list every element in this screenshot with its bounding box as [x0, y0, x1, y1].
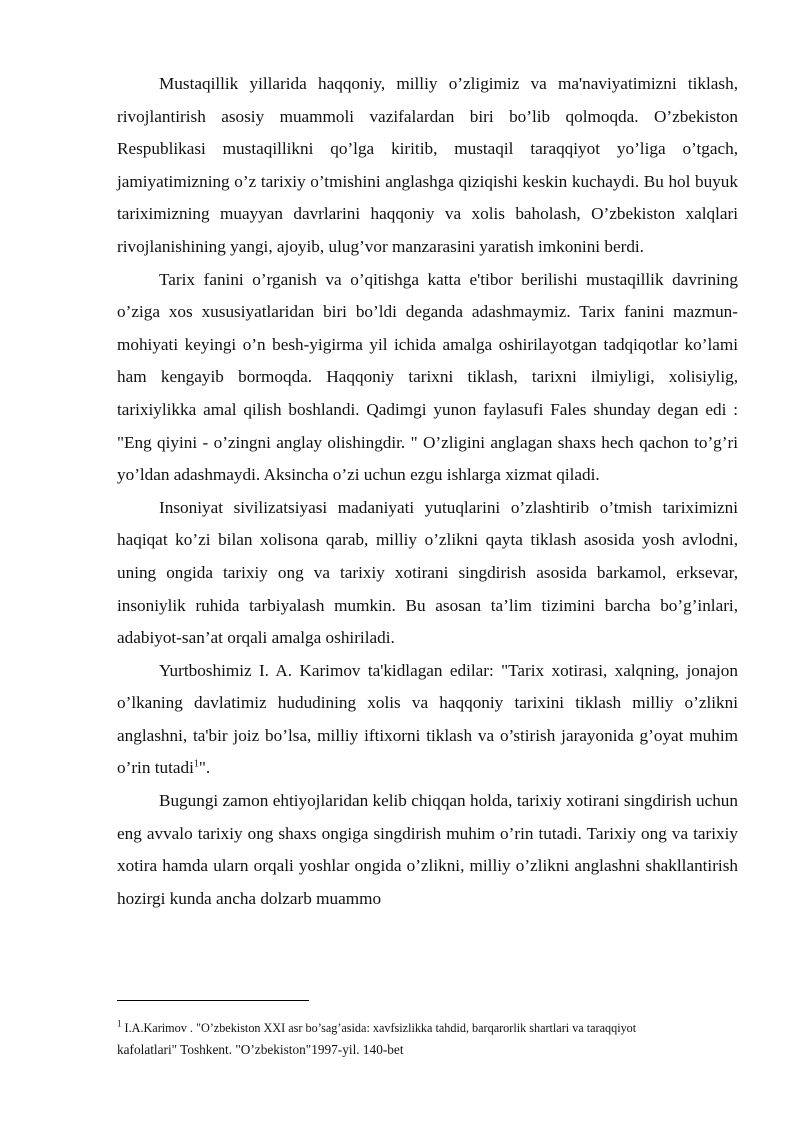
- paragraph-5: Bugungi zamon ehtiyojlaridan kelib chiqqan holda, tarixiy xotirani singdirish uchun eng avvalo tarixiy ong shaxs ongiga singdirish muhim o’rin tutadi. Tarixiy ong va tarixiy xotira hamda ularn orqali yoshlar ongida o’zlikni, milliy o’zlikni anglashni shakllantirish hozirgi kunda ancha dolzarb muammo: [117, 791, 738, 908]
- footnote-line-1: [117, 1017, 738, 1039]
- paragraph-3: Insoniyat sivilizatsiyasi madaniyati yutuqlarini o’zlashtirib o’tmish tariximizni haqiqat ko’zi bilan xolisona qarab, milliy o’zlikni qayta tiklash asosida yosh avlodni, uning ongida tarixiy ong va tarixiy xotirani singdirish asosida barkamol, erksevar, insoniylik ruhida tarbiyalash mumkin. Bu asosan ta’lim tizimini barcha bo’g’inlari, adabiyot-san’at orqali amalga oshiriladi.: [117, 497, 738, 648]
- paragraph-2: Tarix fanini o’rganish va o’qitishga katta e'tibor berilishi mustaqillik davrining o’ziga xos xususiyatlaridan biri bo’ldi deganda adashmaymiz. Tarix fanini mazmun-mohiyati keyingi o’n besh-yigirma yil ichida amalga oshirilayotgan tadqiqotlar ko’lami ham kengayib bormoqda. Haqqoniy tarixni tiklash, tarixni ilmiyligi, xolisiylig, tarixiylikka amal qilish boshlandi. Qadimgi yunon faylasufi Fales shunday degan edi : "Eng qiyini - o’zingni anglay olishingdir. " O’zligini anglagan shaxs hech qachon to’g’ri yo’ldan adashmaydi. Aksincha o’zi uchun ezgu ishlarga xizmat qiladi.: [117, 269, 738, 485]
- paragraph-4: [117, 655, 738, 785]
- footnote-number: 1: [117, 1018, 122, 1029]
- body-text: [117, 68, 738, 915]
- paragraph-1: Mustaqillik yillarida haqqoniy, milliy o’zligimiz va ma'naviyatimizni tiklash, rivojlantirish asosiy muammoli vazifalardan biri bo’lib qolmoqda. O’zbekiston Respublikasi mustaqillikni qo’lga kiritib, mustaqil taraqqiyot yo’liga o’tgach, jamiyatimizning o’z tarixiy o’tmishini anglashga qiziqishi keskin kuchaydi. Bu hol buyuk tariximizning muayyan davrlarini haqqoniy va xolis baholash, O’zbekiston xalqlari rivojlanishining yangi, ajoyib, ulug’vor manzarasini yaratish imkonini berdi.: [117, 74, 738, 256]
- footnote-reference: 1: [193, 758, 199, 770]
- quote-closing: ".: [198, 758, 211, 778]
- quote-text: Yurtboshimiz I. A. Karimov ta'kidlagan edilar: "Tarix xotirasi, xalqning, jonajon o’lkaning davlatimiz hududining xolis va haqqoniy tarixini tiklash milliy o’zlikni anglashni, ta'bir joiz bo’lsa, milliy iftixorni tiklash va o’stirish jarayonida g’oyat muhim o’rin tutadi: [117, 660, 738, 778]
- footnote-separator: [117, 1000, 309, 1001]
- footnote: [117, 1017, 738, 1061]
- footnote-line-2: kafolatlari" Toshkent. "O’zbekiston"1997-yil. 140-bet: [117, 1042, 404, 1057]
- footnote-text: I.A.Karimov . "O’zbekiston XXI asr bo’sag’asida: xavfsizlikka tahdid, barqarorlik shartlari va taraqqiyot: [121, 1021, 637, 1035]
